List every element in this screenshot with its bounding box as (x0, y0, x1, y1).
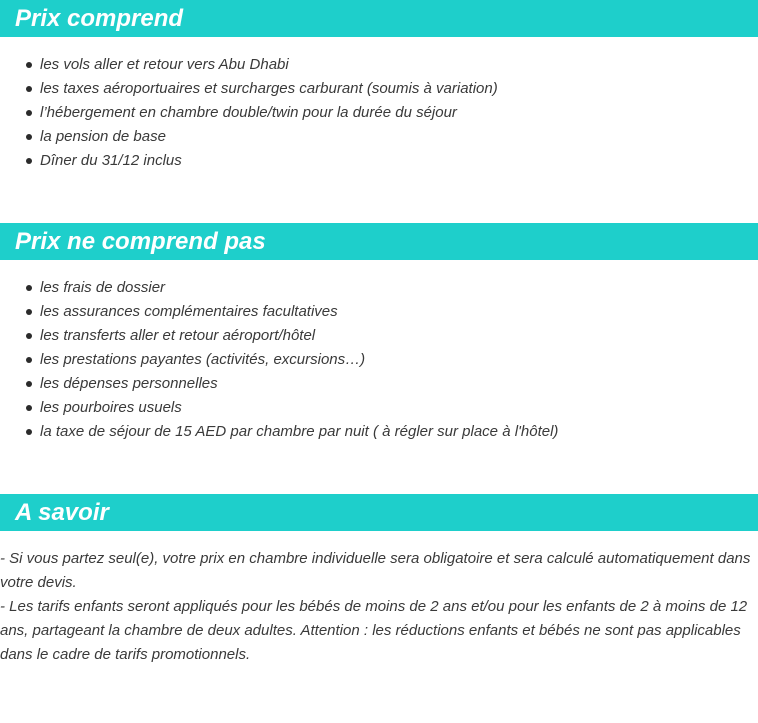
section-header-a-savoir (0, 494, 758, 531)
list-item: les transferts aller et retour aéroport/hôtel (0, 324, 558, 348)
list-item: les frais de dossier (0, 276, 558, 300)
section-header-prix-ne-comprend-pas (0, 223, 758, 260)
list-item: les pourboires usuels (0, 396, 558, 420)
list-item: les vols aller et retour vers Abu Dhabi (0, 53, 498, 77)
note-paragraph-children: - Les tarifs enfants seront appliqués pour les bébés de moins de 2 ans et/ou pour les enfants de 2 à moins de 12 ans, partageant la chambre de deux adultes. Attention : les réductions enfants et bébés ne sont pas applicables dans le cadre de tarifs promotionnels. (0, 598, 748, 663)
included-list (0, 53, 498, 173)
note-paragraph-single: - Si vous partez seul(e), votre prix en chambre individuelle sera obligatoire et sera calculé automatiquement dans votre devis. (0, 550, 751, 591)
excluded-list (0, 276, 558, 444)
section-title: Prix comprend (15, 5, 184, 32)
list-item: les assurances complémentaires facultatives (0, 300, 558, 324)
list-item: les taxes aéroportuaires et surcharges carburant (soumis à variation) (0, 77, 498, 101)
list-item: les prestations payantes (activités, excursions…) (0, 348, 558, 372)
section-header-prix-comprend (0, 0, 758, 37)
list-item: la pension de base (0, 125, 498, 149)
list-item: les dépenses personnelles (0, 372, 558, 396)
section-title: Prix ne comprend pas (15, 228, 266, 255)
list-item: Dîner du 31/12 inclus (0, 149, 498, 173)
list-item: la taxe de séjour de 15 AED par chambre par nuit ( à régler sur place à l'hôtel) (0, 420, 558, 444)
section-title: A savoir (15, 499, 109, 526)
list-item: l’hébergement en chambre double/twin pour la durée du séjour (0, 101, 498, 125)
